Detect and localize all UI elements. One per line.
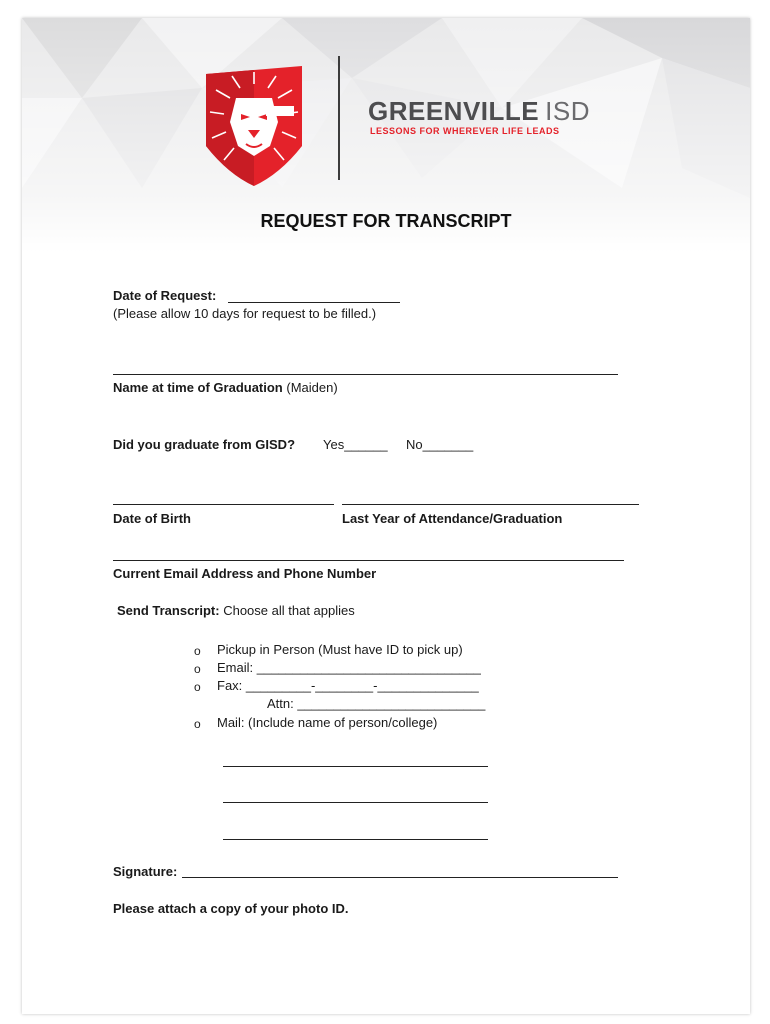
option-fax[interactable]: Fax: _________-________-______________ <box>217 678 479 693</box>
mail-address-line-3[interactable] <box>223 839 488 840</box>
org-name <box>368 96 590 127</box>
option-pickup[interactable]: Pickup in Person (Must have ID to pick up) <box>217 642 463 657</box>
signature-label: Signature: <box>113 864 178 879</box>
mail-address-line-1[interactable] <box>223 766 488 767</box>
org-tagline: LESSONS FOR WHEREVER LIFE LEADS <box>370 126 560 136</box>
bullet-icon: o <box>194 644 201 658</box>
send-transcript-row <box>117 603 355 618</box>
graduate-question: Did you graduate from GISD? <box>113 437 296 452</box>
dob-label: Date of Birth <box>113 511 191 526</box>
dob-field[interactable] <box>113 504 334 505</box>
contact-field[interactable] <box>113 560 624 561</box>
bullet-icon: o <box>194 662 201 676</box>
option-email[interactable]: Email: _______________________________ <box>217 660 481 675</box>
contact-label: Current Email Address and Phone Number <box>113 566 377 581</box>
org-name-main: GREENVILLE <box>368 96 540 126</box>
lion-shield-icon <box>200 62 308 190</box>
date-of-request-field[interactable] <box>228 302 400 303</box>
photo-id-note: Please attach a copy of your photo ID. <box>113 901 349 916</box>
page-title: REQUEST FOR TRANSCRIPT <box>260 211 512 231</box>
name-note: (Maiden) <box>286 380 338 395</box>
last-year-label: Last Year of Attendance/Graduation <box>342 511 563 526</box>
option-fax-attn[interactable]: Attn: __________________________ <box>267 696 486 711</box>
send-transcript-note: Choose all that applies <box>223 603 355 618</box>
signature-field[interactable] <box>182 877 618 878</box>
send-transcript-label: Send Transcript: <box>117 603 220 618</box>
option-mail[interactable]: Mail: (Include name of person/college) <box>217 715 438 730</box>
header-divider <box>338 56 340 180</box>
last-year-field[interactable] <box>342 504 639 505</box>
name-label: Name at time of Graduation <box>113 380 283 395</box>
date-of-request-note: (Please allow 10 days for request to be filled.) <box>113 306 377 321</box>
mail-address-line-2[interactable] <box>223 802 488 803</box>
graduate-no-field[interactable]: No_______ <box>406 437 474 452</box>
name-field[interactable] <box>113 374 618 375</box>
bullet-icon: o <box>194 680 201 694</box>
bullet-icon: o <box>194 717 201 731</box>
document-page <box>22 18 750 1014</box>
graduate-yes-field[interactable]: Yes______ <box>323 437 388 452</box>
date-of-request-label: Date of Request: <box>113 288 217 303</box>
name-label-row <box>113 380 338 395</box>
org-name-suffix: ISD <box>545 96 590 126</box>
